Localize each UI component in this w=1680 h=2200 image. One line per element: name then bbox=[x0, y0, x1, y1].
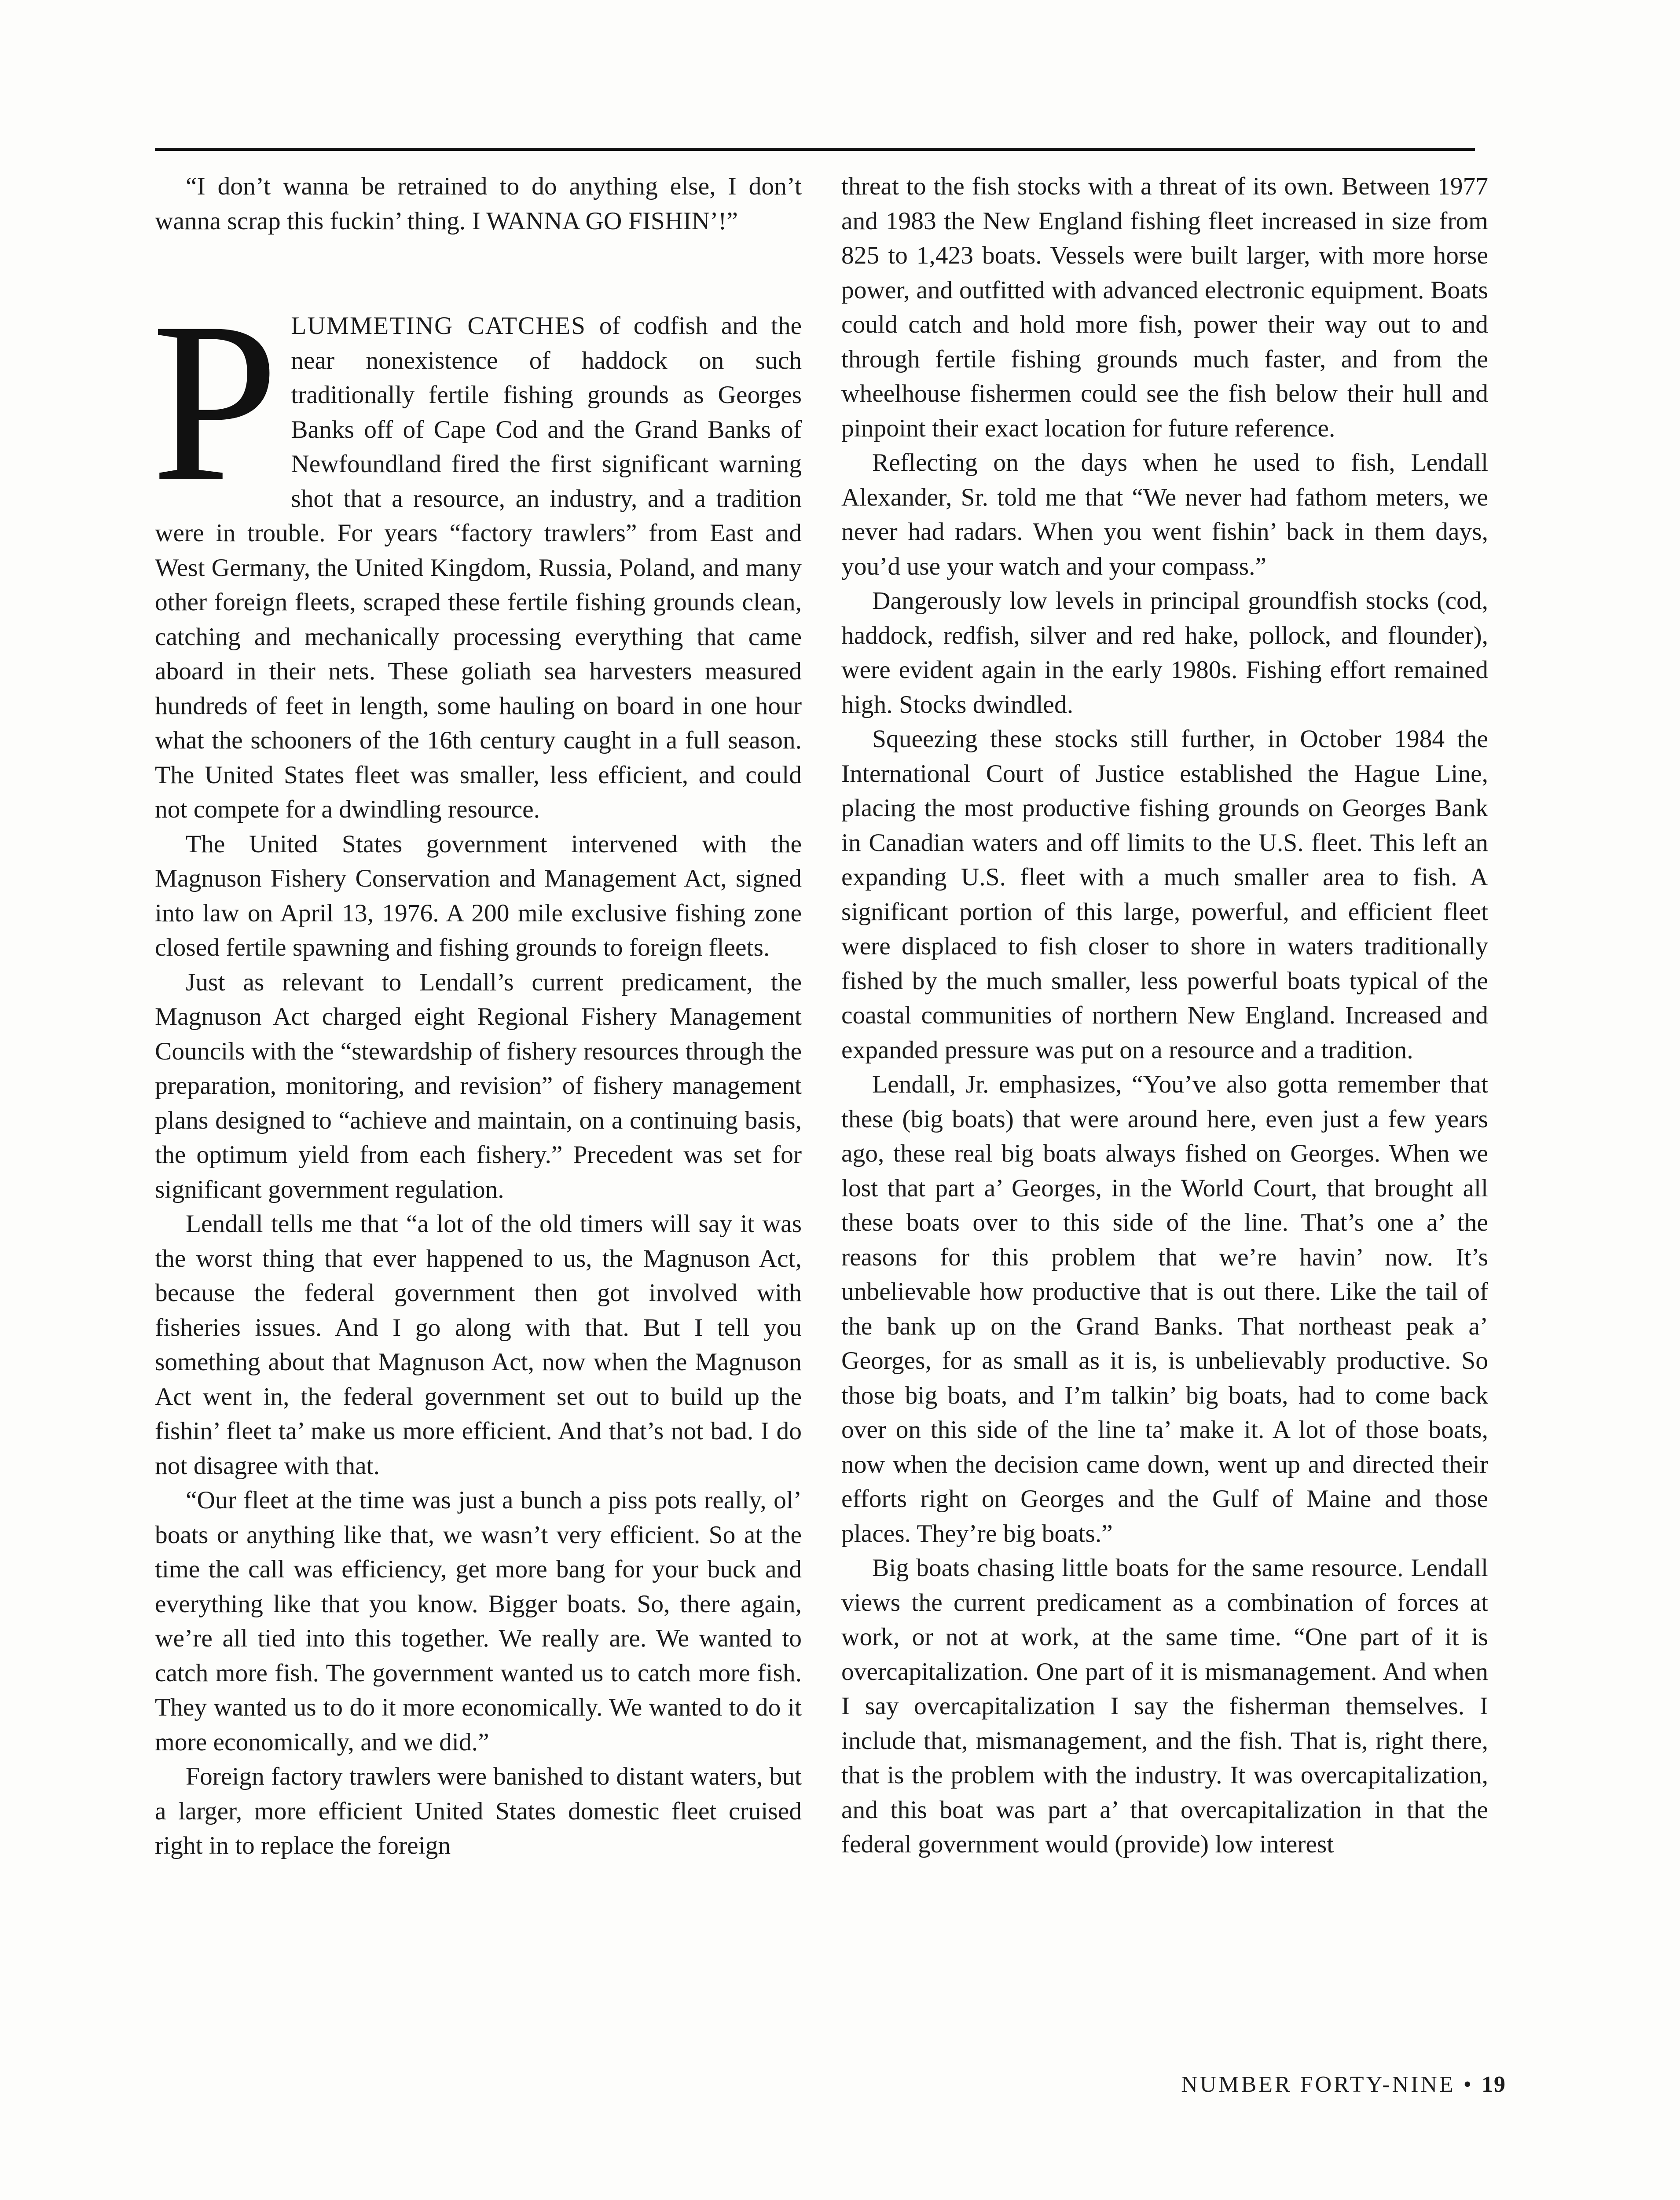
top-rule bbox=[155, 148, 1475, 151]
paragraph-text: of codfish and the near nonexistence of haddock on such traditionally fertile fishing grounds as Georges Banks off of Cape Cod and the Grand Banks of Newfoundland fired the first significant warning shot that a resource, an industry, and a tradition were in trouble. For years “factory trawlers” from East and West Germany, the United Kingdom, Russia, Poland, and many other foreign fleets, scraped these fertile fishing grounds clean, catching and mechanically processing everything that came aboard in their nets. These goliath sea harvesters measured hundreds of feet in length, some hauling on board in one hour what the schooners of the 16th century caught in a full season. The United States fleet was smaller, less efficient, and could not compete for a dwindling resource. bbox=[155, 312, 802, 823]
paragraph: Dangerously low levels in principal groundfish stocks (cod, haddock, redfish, silver and red hake, pollock, and flounder), were evident again in the early 1980s. Fishing effort remained high. Stocks dwindled. bbox=[841, 587, 1488, 719]
dropcap-paragraph bbox=[151, 275, 802, 827]
paragraph: Reflecting on the days when he used to fish, Lendall Alexander, Sr. told me that “We never had fathom meters, we never had radars. When you went fishin’ back in them days, you’d use your watch and your compass.” bbox=[841, 449, 1488, 580]
paragraph: Foreign factory trawlers were banished to distant waters, but a larger, more efficient United States domestic fleet cruised right in to replace the foreign bbox=[155, 1763, 802, 1859]
paragraph: threat to the fish stocks with a threat of its own. Between 1977 and 1983 the New England fishing fleet increased in size from 825 to 1,423 boats. Vessels were built larger, with more horse power, and outfitted with advanced electronic equipment. Boats could catch and hold more fish, power their way out to and through fertile fishing grounds much faster, and from the wheelhouse fishermen could see the fish below their hull and pinpoint their exact location for future reference. bbox=[841, 172, 1488, 442]
publication-issue: NUMBER FORTY-NINE bbox=[1181, 2072, 1456, 2097]
paragraph: Lendall, Jr. emphasizes, “You’ve also gotta remember that these (big boats) that were around here, even just a few years ago, these real big boats always fished on Georges. When we lost that part a’ Georges, in the World Court, that brought all these boats over to this side of the line. That’s one a’ the reasons for this problem that we’re havin’ now. It’s unbelievable how productive that is out there. Like the tail of the bank up on the Grand Banks. That northeast peak a’ Georges, for as small as it is, is unbelievably productive. So those big boats, and I’m talkin’ big boats, had to come back over on this side of the line ta’ make it. A lot of those boats, now when the decision came down, went up and directed their efforts right on Georges and the Gulf of Maine and those places. They’re big boats.” bbox=[841, 1071, 1488, 1547]
page-number: 19 bbox=[1482, 2072, 1506, 2097]
dropcap-smallcaps-lead: LUMMETING CATCHES bbox=[291, 312, 587, 340]
drop-cap-letter: P bbox=[151, 275, 279, 528]
paragraph: Just as relevant to Lendall’s current predicament, the Magnuson Act charged eight Regional Fishery Management Councils with the “stewardship of fishery resources through the preparation, monitoring, and revision” of fishery management plans designed to “achieve and maintain, on a continuing basis, the optimum yield from each fishery.” Precedent was set for significant government regulation. bbox=[155, 968, 802, 1203]
left-column bbox=[151, 169, 802, 1863]
paragraph: “Our fleet at the time was just a bunch a piss pots really, ol’ boats or anything like that, we wasn’t very efficient. So at the time the call was efficiency, get more bang for your buck and everything like that you know. Bigger boats. So, there again, we’re all tied into this together. We really are. We wanted to catch more fish. The government wanted us to catch more fish. They wanted us to do it more economically. We wanted to do it more economically, and we did.” bbox=[155, 1486, 802, 1756]
paragraph: Squeezing these stocks still further, in October 1984 the International Court of Justice established the Hague Line, placing the most productive fishing grounds on Georges Bank in Canadian waters and off limits to the U.S. fleet. This left an expanding U.S. fleet with a much smaller area to fish. A significant portion of this large, powerful, and efficient fleet were displaced to fish closer to shore in waters traditionally fished by the much smaller, less powerful boats typical of the coastal communities of northern New England. Increased and expanded pressure was put on a resource and a tradition. bbox=[841, 725, 1488, 1064]
opening-quote: “I don’t wanna be retrained to do anything else, I don’t wanna scrap this fuckin’ thing. I WANNA GO FISHIN’!” bbox=[155, 172, 802, 235]
paragraph: The United States government intervened with the Magnuson Fishery Conservation and Management Act, signed into law on April 13, 1976. A 200 mile exclusive fishing zone closed fertile spawning and fishing grounds to foreign fleets. bbox=[155, 830, 802, 961]
right-column bbox=[841, 169, 1488, 1862]
paragraph: Big boats chasing little boats for the same resource. Lendall views the current predicament as a combination of forces at work, or not at work, at the same time. “One part of it is overcapitalization. One part of it is mismanagement. And when I say overcapitalization I say the fisherman themselves. I include that, mismanagement, and the fish. That is, right there, that is the problem with the industry. It was overcapitalization, and this boat was part a’ that overcapitalization in that the federal government would (provide) low interest bbox=[841, 1554, 1488, 1858]
footer-separator: • bbox=[1463, 2072, 1474, 2097]
paragraph: Lendall tells me that “a lot of the old timers will say it was the worst thing that ever happened to us, the Magnuson Act, because the federal government then got involved with fisheries issues. And I go along with that. But I tell you something about that Magnuson Act, now when the Magnuson Act went in, the federal government set out to build up the fishin’ fleet ta’ make us more efficient. And that’s not bad. I do not disagree with that. bbox=[155, 1210, 802, 1480]
page-footer bbox=[1181, 2072, 1506, 2097]
